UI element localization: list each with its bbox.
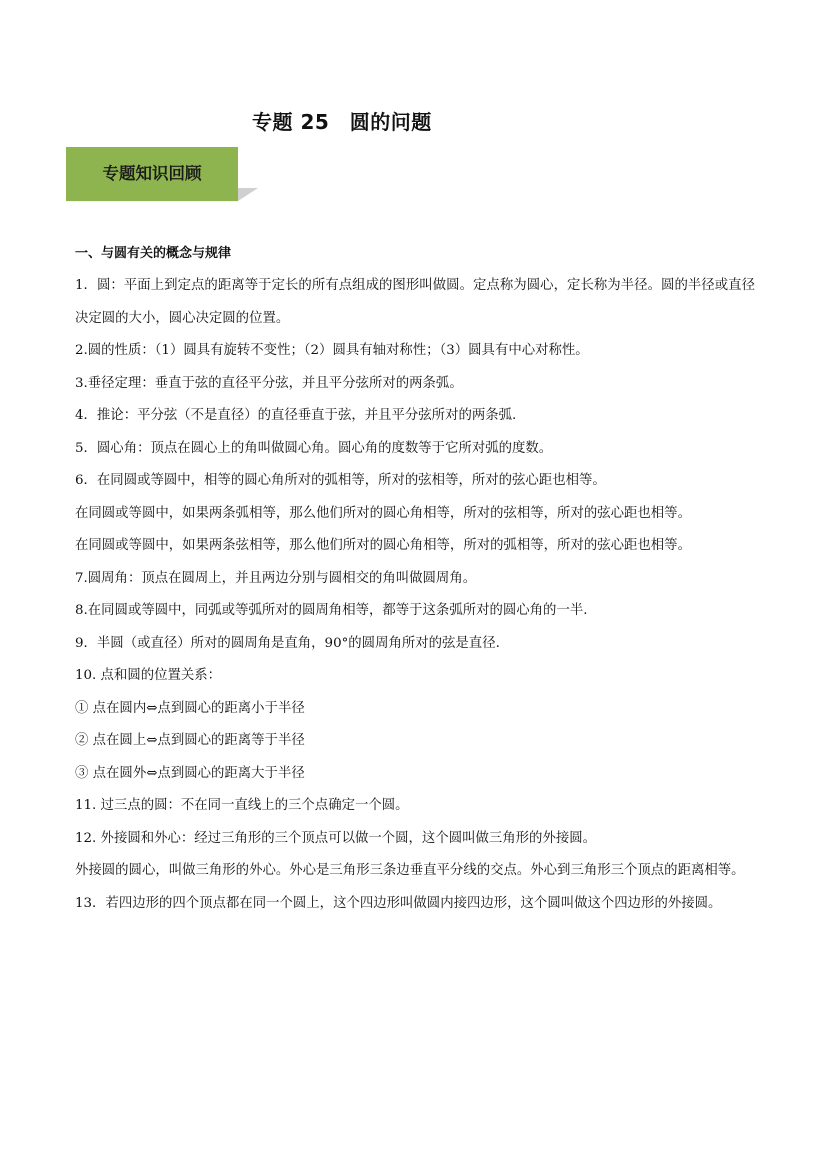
paragraph-8: 在同圆或等圆中，如果两条弦相等，那么他们所对的圆心角相等，所对的弧相等，所对的弦心距也相等。 bbox=[75, 538, 691, 553]
paragraph-18: 外接圆的圆心，叫做三角形的外心。外心是三角形三条边垂直平分线的交点。外心到三角形三个顶点的距离相等。 bbox=[75, 863, 745, 878]
page-title: 专题 25 圆的问题 bbox=[252, 110, 432, 134]
section-heading: 一、与圆有关的概念与规律 bbox=[75, 246, 232, 261]
paragraph-10: 8.在同圆或等圆中，同弧或等弧所对的圆周角相等，都等于这条弧所对的圆心角的一半. bbox=[75, 603, 588, 618]
paragraph-15: ③ 点在圆外⇔点到圆心的距离大于半径 bbox=[75, 765, 305, 781]
paragraph-9: 7.圆周角：顶点在圆周上，并且两边分别与圆相交的角叫做圆周角。 bbox=[75, 570, 477, 586]
document-body bbox=[75, 270, 755, 920]
paragraph-17: 12. 外接圆和外心：经过三角形的三个顶点可以做一个圆，这个圆叫做三角形的外接圆。 bbox=[75, 830, 597, 846]
paragraph-14: ② 点在圆上⇔点到圆心的距离等于半径 bbox=[75, 733, 305, 748]
paragraph-11: 9．半圆（或直径）所对的圆周角是直角，90°的圆周角所对的弦是直径. bbox=[75, 635, 500, 651]
paragraph-2: 2.圆的性质：（1）圆具有旋转不变性；（2）圆具有轴对称性；（3）圆具有中心对称性。 bbox=[75, 343, 589, 358]
paragraph-13: ① 点在圆内⇔点到圆心的距离小于半径 bbox=[75, 700, 305, 716]
paragraph-3: 3.垂径定理：垂直于弦的直径平分弦，并且平分弦所对的两条弧。 bbox=[75, 375, 463, 391]
paragraph-1: 1．圆：平面上到定点的距离等于定长的所有点组成的图形叫做圆。定点称为圆心，定长称为半径。圆的半径或直径决定圆的大小，圆心决定圆的位置。 bbox=[75, 278, 755, 326]
paragraph-16: 11. 过三点的圆：不在同一直线上的三个点确定一个圆。 bbox=[75, 798, 409, 813]
paragraph-19: 13．若四边形的四个顶点都在同一个圆上，这个四边形叫做圆内接四边形，这个圆叫做这个四边形的外接圆。 bbox=[75, 895, 722, 911]
paragraph-12: 10. 点和圆的位置关系： bbox=[75, 668, 222, 683]
paragraph-4: 4．推论：平分弦（不是直径）的直径垂直于弦，并且平分弦所对的两条弧. bbox=[75, 408, 517, 423]
paragraph-6: 6．在同圆或等圆中，相等的圆心角所对的弧相等，所对的弦相等，所对的弦心距也相等。 bbox=[75, 473, 606, 488]
paragraph-5: 5．圆心角：顶点在圆心上的角叫做圆心角。圆心角的度数等于它所对弧的度数。 bbox=[75, 440, 553, 456]
section-banner bbox=[66, 147, 238, 201]
banner-label: 专题知识回顾 bbox=[102, 164, 202, 183]
banner-shadow-decoration bbox=[238, 188, 258, 201]
paragraph-7: 在同圆或等圆中，如果两条弧相等，那么他们所对的圆心角相等，所对的弦相等，所对的弦心距也相等。 bbox=[75, 505, 691, 521]
